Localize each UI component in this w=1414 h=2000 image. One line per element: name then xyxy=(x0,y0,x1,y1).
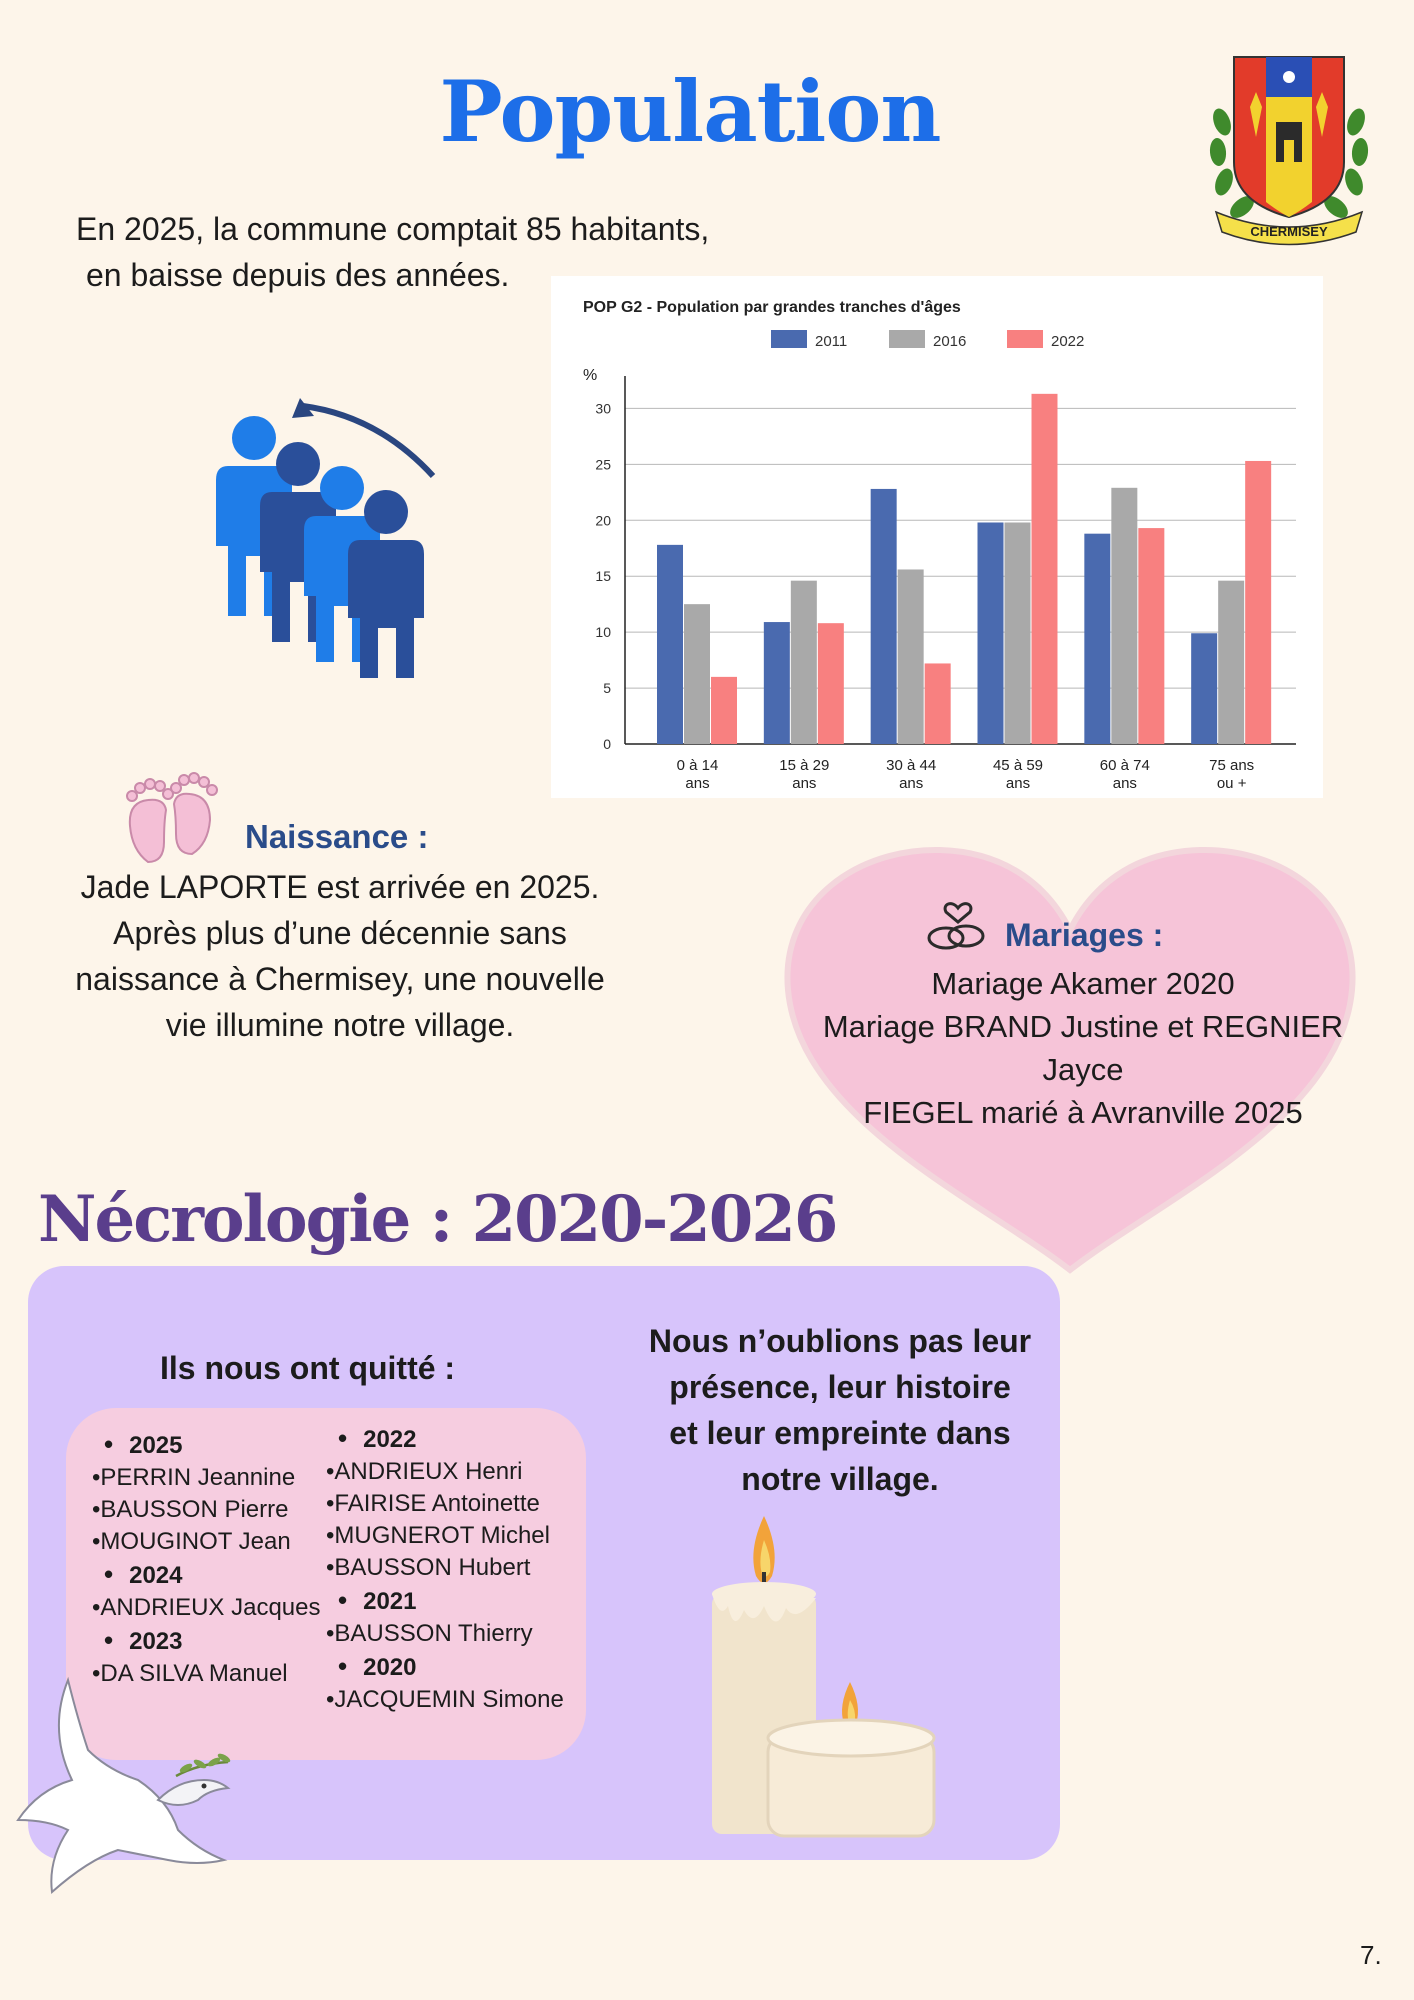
people-decline-icon xyxy=(208,396,444,685)
name-item: • ANDRIEUX Henri xyxy=(326,1456,564,1488)
x-tick-label: 30 à 44 xyxy=(886,757,937,774)
bar-2016-5 xyxy=(1218,581,1244,744)
y-axis-label: % xyxy=(583,367,598,384)
bar-2022-3 xyxy=(1032,394,1058,744)
crest-label: CHERMISEY xyxy=(1250,224,1328,239)
bar-2011-5 xyxy=(1191,633,1217,744)
x-tick-label: ans xyxy=(792,775,817,792)
coat-of-arms-icon xyxy=(1204,52,1374,257)
bar-2022-0 xyxy=(711,677,737,744)
x-tick-label: ans xyxy=(685,775,710,792)
y-tick-label: 15 xyxy=(595,568,611,585)
year-heading: • 2020 xyxy=(326,1650,564,1684)
year-heading: • 2022 xyxy=(326,1422,564,1456)
mariage-line: FIEGEL marié à Avranville 2025 xyxy=(863,1095,1303,1130)
memory-line: notre village. xyxy=(741,1461,939,1497)
x-tick-label: ans xyxy=(1112,775,1137,792)
y-tick-label: 10 xyxy=(595,624,611,641)
dove-icon xyxy=(8,1660,240,1905)
necrologie-title: Nécrologie : 2020-2026 xyxy=(38,1182,837,1257)
legend-swatch xyxy=(771,330,807,348)
memory-line: Nous n’oublions pas leur xyxy=(648,1323,1032,1359)
legend-swatch xyxy=(889,330,925,348)
x-tick-label: 15 à 29 xyxy=(779,757,830,774)
bar-2016-3 xyxy=(1005,522,1031,744)
year-heading: • 2025 xyxy=(92,1428,320,1462)
bar-2016-4 xyxy=(1111,488,1137,744)
name-item: • BAUSSON Pierre xyxy=(92,1494,320,1526)
memory-line: présence, leur histoire xyxy=(669,1369,1011,1405)
naissance-line: Jade LAPORTE est arrivée en 2025. xyxy=(80,869,600,905)
name-item: • DA SILVA Manuel xyxy=(92,1658,320,1690)
x-tick-label: 45 à 59 xyxy=(992,757,1044,774)
bar-2011-0 xyxy=(657,545,683,744)
x-tick-label: 75 ans xyxy=(1209,757,1255,774)
intro-line: en baisse depuis des années. xyxy=(86,257,510,293)
bar-2016-0 xyxy=(684,604,710,744)
page-title: Population xyxy=(439,62,941,161)
intro-line: En 2025, la commune comptait 85 habitants, xyxy=(76,211,710,247)
legend-label: 2016 xyxy=(933,333,967,350)
legend-swatch xyxy=(1007,330,1043,348)
mariage-line: Jayce xyxy=(1042,1052,1124,1087)
naissance-line: naissance à Chermisey, une nouvelle xyxy=(75,961,605,997)
year-heading: • 2021 xyxy=(326,1584,564,1618)
naissance-line: Après plus d’une décennie sans xyxy=(113,915,567,951)
name-item: • MUGNEROT Michel xyxy=(326,1520,564,1552)
name-item: • ANDRIEUX Jacques xyxy=(92,1592,320,1624)
y-tick-label: 5 xyxy=(603,680,611,697)
name-item: • FAIRISE Antoinette xyxy=(326,1488,564,1520)
y-tick-label: 0 xyxy=(603,736,611,752)
legend-label: 2011 xyxy=(815,333,848,350)
names-column-2 xyxy=(326,1422,564,1716)
name-item: • MOUGINOT Jean xyxy=(92,1526,320,1558)
population-chart xyxy=(551,276,1323,798)
name-item: • JACQUEMIN Simone xyxy=(326,1684,564,1716)
mariages-text xyxy=(818,962,1348,1134)
wedding-rings-icon xyxy=(924,886,992,959)
x-tick-label: ans xyxy=(899,775,924,792)
year-heading: • 2024 xyxy=(92,1558,320,1592)
bar-2011-2 xyxy=(871,489,897,744)
legend-label: 2022 xyxy=(1051,333,1085,350)
baby-feet-icon xyxy=(118,770,222,871)
mariages-title: Mariages : xyxy=(1005,917,1164,953)
naissance-title: Naissance : xyxy=(245,818,429,855)
x-tick-label: 0 à 14 xyxy=(676,757,719,774)
chart-title: POP G2 - Population par grandes tranches d'âges xyxy=(583,299,961,316)
names-column-1 xyxy=(92,1428,320,1690)
population-bar-chart xyxy=(551,276,1323,798)
x-tick-label: ans xyxy=(1005,775,1031,792)
x-tick-label: 60 à 74 xyxy=(1099,757,1150,774)
memory-text xyxy=(620,1318,1060,1502)
bar-2011-3 xyxy=(978,522,1004,744)
memory-line: et leur empreinte dans xyxy=(669,1415,1011,1451)
name-item: • BAUSSON Thierry xyxy=(326,1618,564,1650)
bar-2022-1 xyxy=(818,623,844,744)
bar-2022-4 xyxy=(1138,528,1164,744)
bar-2022-5 xyxy=(1245,461,1271,744)
bar-2016-1 xyxy=(791,581,817,744)
y-tick-label: 30 xyxy=(595,400,611,417)
candles-icon xyxy=(700,1510,950,1855)
y-tick-label: 20 xyxy=(595,512,611,529)
naissance-text xyxy=(40,864,640,1048)
bar-2016-2 xyxy=(898,569,924,744)
x-tick-label: ou + xyxy=(1216,775,1247,792)
y-tick-label: 25 xyxy=(595,456,611,473)
necrologie-subtitle: Ils nous ont quitté : xyxy=(160,1350,456,1386)
bar-2011-4 xyxy=(1084,534,1110,744)
name-item: • PERRIN Jeannine xyxy=(92,1462,320,1494)
year-heading: • 2023 xyxy=(92,1624,320,1658)
name-item: • BAUSSON Hubert xyxy=(326,1552,564,1584)
page-number: 7. xyxy=(1360,1940,1382,1970)
mariage-line: Mariage Akamer 2020 xyxy=(931,966,1235,1001)
bar-2022-2 xyxy=(925,663,951,744)
bar-2011-1 xyxy=(764,622,790,744)
mariage-line: Mariage BRAND Justine et REGNIER xyxy=(822,1009,1344,1044)
naissance-line: vie illumine notre village. xyxy=(165,1007,515,1043)
